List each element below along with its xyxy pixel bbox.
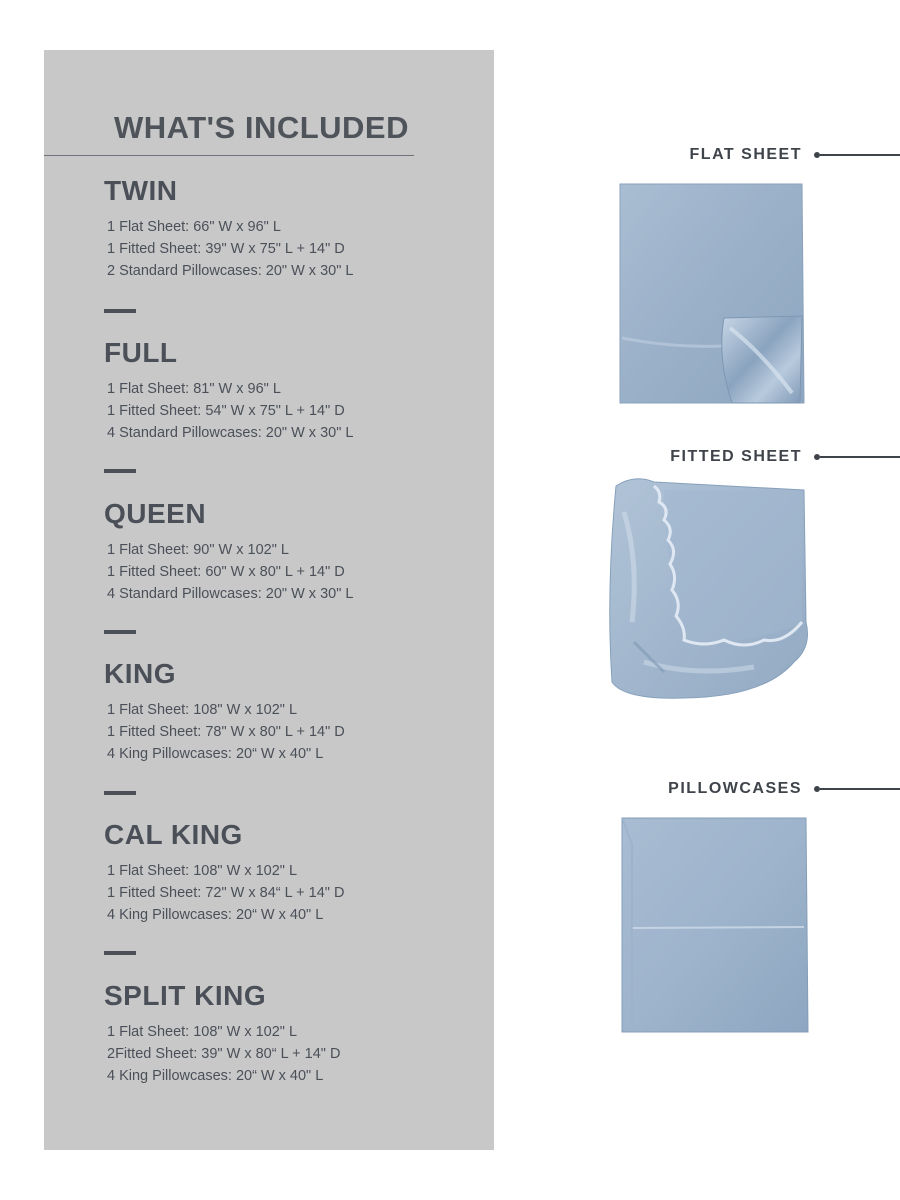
page-title: WHAT'S INCLUDED: [114, 110, 409, 145]
size-block-queen: [104, 498, 353, 605]
section-divider: [104, 791, 136, 795]
size-block-king: [104, 658, 345, 765]
spec-pillowcases: 4 Standard Pillowcases: 20" W x 30" L: [107, 586, 354, 602]
spec-fitted-sheet: 1 Fitted Sheet: 78" W x 80" L + 14" D: [107, 724, 345, 740]
spec-flat-sheet: 1 Flat Sheet: 108" W x 102" L: [107, 1024, 298, 1040]
size-name: SPLIT KING: [104, 980, 267, 1011]
size-name: QUEEN: [104, 498, 207, 529]
spec-flat-sheet: 1 Flat Sheet: 108" W x 102" L: [107, 702, 298, 718]
spec-flat-sheet: 1 Flat Sheet: 81" W x 96" L: [107, 381, 281, 397]
spec-pillowcases: 4 Standard Pillowcases: 20" W x 30" L: [107, 425, 354, 441]
flat-sheet-image: [612, 178, 812, 408]
pillowcases-label-text: PILLOWCASES: [668, 780, 802, 797]
leader-line: [820, 788, 900, 790]
section-divider: [104, 951, 136, 955]
spec-fitted-sheet: 1 Fitted Sheet: 54" W x 75" L + 14" D: [107, 403, 345, 419]
spec-fitted-sheet: 2Fitted Sheet: 39" W x 80“ L + 14" D: [107, 1046, 341, 1062]
spec-fitted-sheet: 1 Fitted Sheet: 60" W x 80" L + 14" D: [107, 564, 345, 580]
spec-fitted-sheet: 1 Fitted Sheet: 39" W x 75" L + 14" D: [107, 241, 345, 257]
size-block-split-king: [104, 980, 340, 1087]
included-panel: [44, 50, 494, 1150]
pillowcases-label: [668, 779, 900, 799]
flat-sheet-label-text: FLAT SHEET: [689, 146, 802, 163]
leader-line: [820, 154, 900, 156]
fitted-sheet-image: [604, 472, 816, 704]
size-name: KING: [104, 658, 176, 689]
leader-line: [820, 456, 900, 458]
size-block-twin: [104, 175, 353, 282]
spec-flat-sheet: 1 Flat Sheet: 108" W x 102" L: [107, 863, 298, 879]
size-name: TWIN: [104, 175, 178, 206]
fitted-sheet-label-text: FITTED SHEET: [670, 448, 802, 465]
spec-pillowcases: 4 King Pillowcases: 20“ W x 40" L: [107, 746, 324, 762]
spec-pillowcases: 4 King Pillowcases: 20“ W x 40" L: [107, 1068, 324, 1084]
size-block-cal-king: [104, 819, 344, 926]
spec-flat-sheet: 1 Flat Sheet: 90" W x 102" L: [107, 542, 289, 558]
fitted-sheet-label: [670, 447, 900, 467]
title-divider: [44, 155, 414, 156]
spec-pillowcases: 2 Standard Pillowcases: 20" W x 30" L: [107, 263, 354, 279]
size-name: CAL KING: [104, 819, 243, 850]
size-name: FULL: [104, 337, 178, 368]
spec-fitted-sheet: 1 Fitted Sheet: 72" W x 84“ L + 14" D: [107, 885, 345, 901]
section-divider: [104, 469, 136, 473]
section-divider: [104, 630, 136, 634]
section-divider: [104, 309, 136, 313]
spec-pillowcases: 4 King Pillowcases: 20“ W x 40" L: [107, 907, 324, 923]
spec-flat-sheet: 1 Flat Sheet: 66" W x 96" L: [107, 219, 281, 235]
pillowcases-image: [618, 814, 810, 1036]
size-block-full: [104, 337, 353, 444]
flat-sheet-label: [690, 145, 900, 165]
